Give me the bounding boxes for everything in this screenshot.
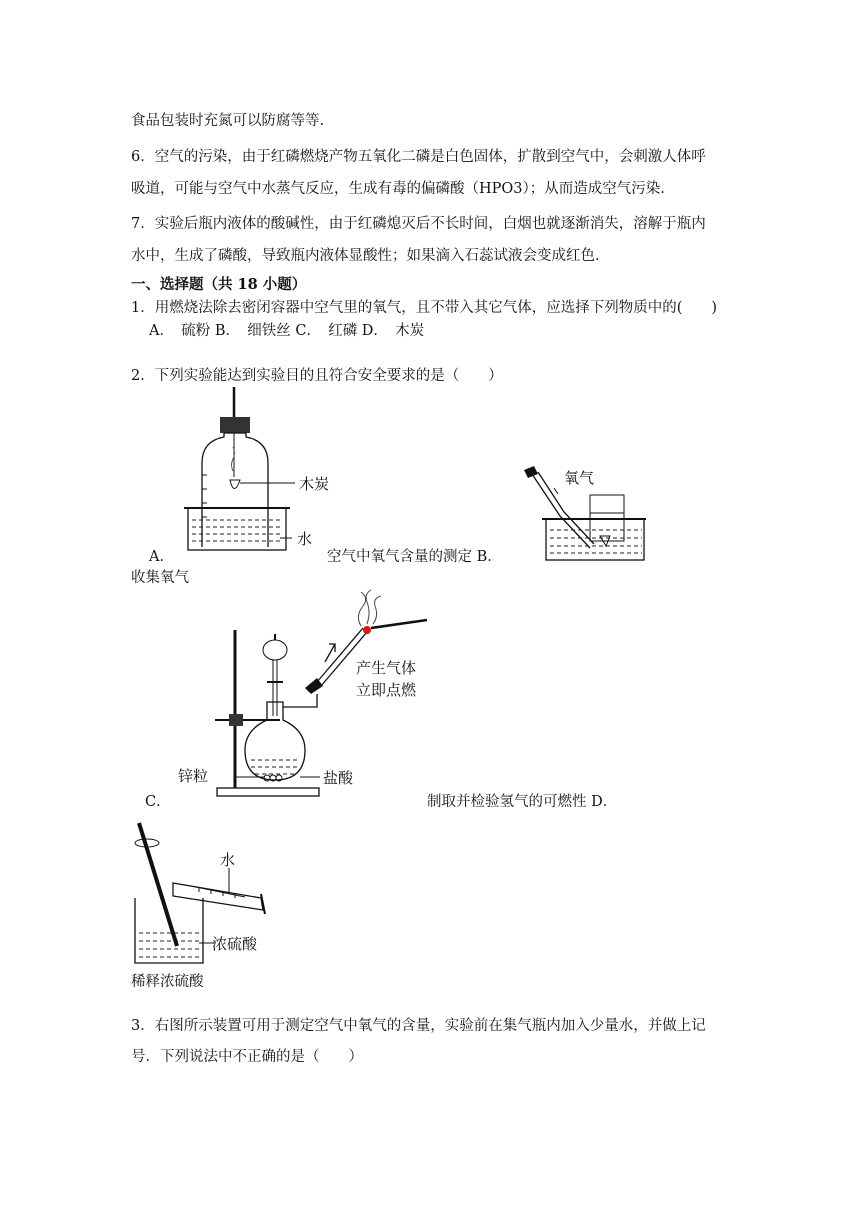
label-gas-produced: 产生气体 — [356, 659, 417, 677]
section-title: 一、选择题（共 18 小题） — [131, 276, 307, 293]
question-3-stem: 3．右图所示装置可用于测定空气中氧气的含量，实验前在集气瓶内加入少量水，并做上记 — [131, 1018, 706, 1034]
label-oxygen: 氧气 — [564, 469, 595, 487]
text-line: 食品包装时充氮可以防腐等等. — [131, 113, 325, 129]
label-concentrated-sulfuric-acid: 浓硫酸 — [212, 935, 258, 953]
text-line: 吸道，可能与空气中水蒸气反应，生成有毒的偏磷酸（HPO3）；从而造成空气污染. — [131, 181, 665, 197]
option-d-caption: 稀释浓硫酸 — [131, 974, 204, 990]
option-c-label: C． — [145, 794, 171, 810]
question-2-stem: 2．下列实验能达到实验目的且符合安全要求的是（ ） — [131, 368, 503, 384]
label-water: 水 — [220, 851, 236, 869]
option-c-caption: 制取并检验氢气的可燃性 D． — [427, 794, 618, 810]
option-a-caption: 空气中氧气含量的测定 B． — [327, 549, 502, 565]
label-ignite-immediately: 立即点燃 — [356, 681, 417, 699]
text-line: 水中，生成了磷酸，导致瓶内液体显酸性；如果滴入石蕊试液会变成红色. — [131, 248, 600, 264]
label-hydrochloric-acid: 盐酸 — [323, 769, 354, 787]
label-water: 水 — [297, 530, 313, 548]
text-line: 6．空气的污染，由于红磷燃烧产物五氧化二磷是白色固体，扩散到空气中，会刺激人体呼 — [131, 149, 706, 165]
option-a-label: A． — [149, 549, 174, 565]
text-line: 7．实验后瓶内液体的酸碱性，由于红磷熄灭后不长时间，白烟也就逐渐消失，溶解于瓶内 — [131, 216, 706, 232]
question-1-stem: 1．用燃烧法除去密闭容器中空气里的氧气，且不带入其它气体，应选择下列物质中的( ) — [131, 300, 718, 316]
question-3-stem-cont: 号．下列说法中不正确的是（ ） — [131, 1049, 363, 1065]
label-zinc-granules: 锌粒 — [178, 767, 209, 785]
option-b-caption: 收集氧气 — [131, 570, 189, 586]
label-charcoal: 木炭 — [299, 475, 330, 493]
question-1-options: A． 硫粉 B． 细铁丝 C． 红磷 D． 木炭 — [149, 323, 425, 339]
